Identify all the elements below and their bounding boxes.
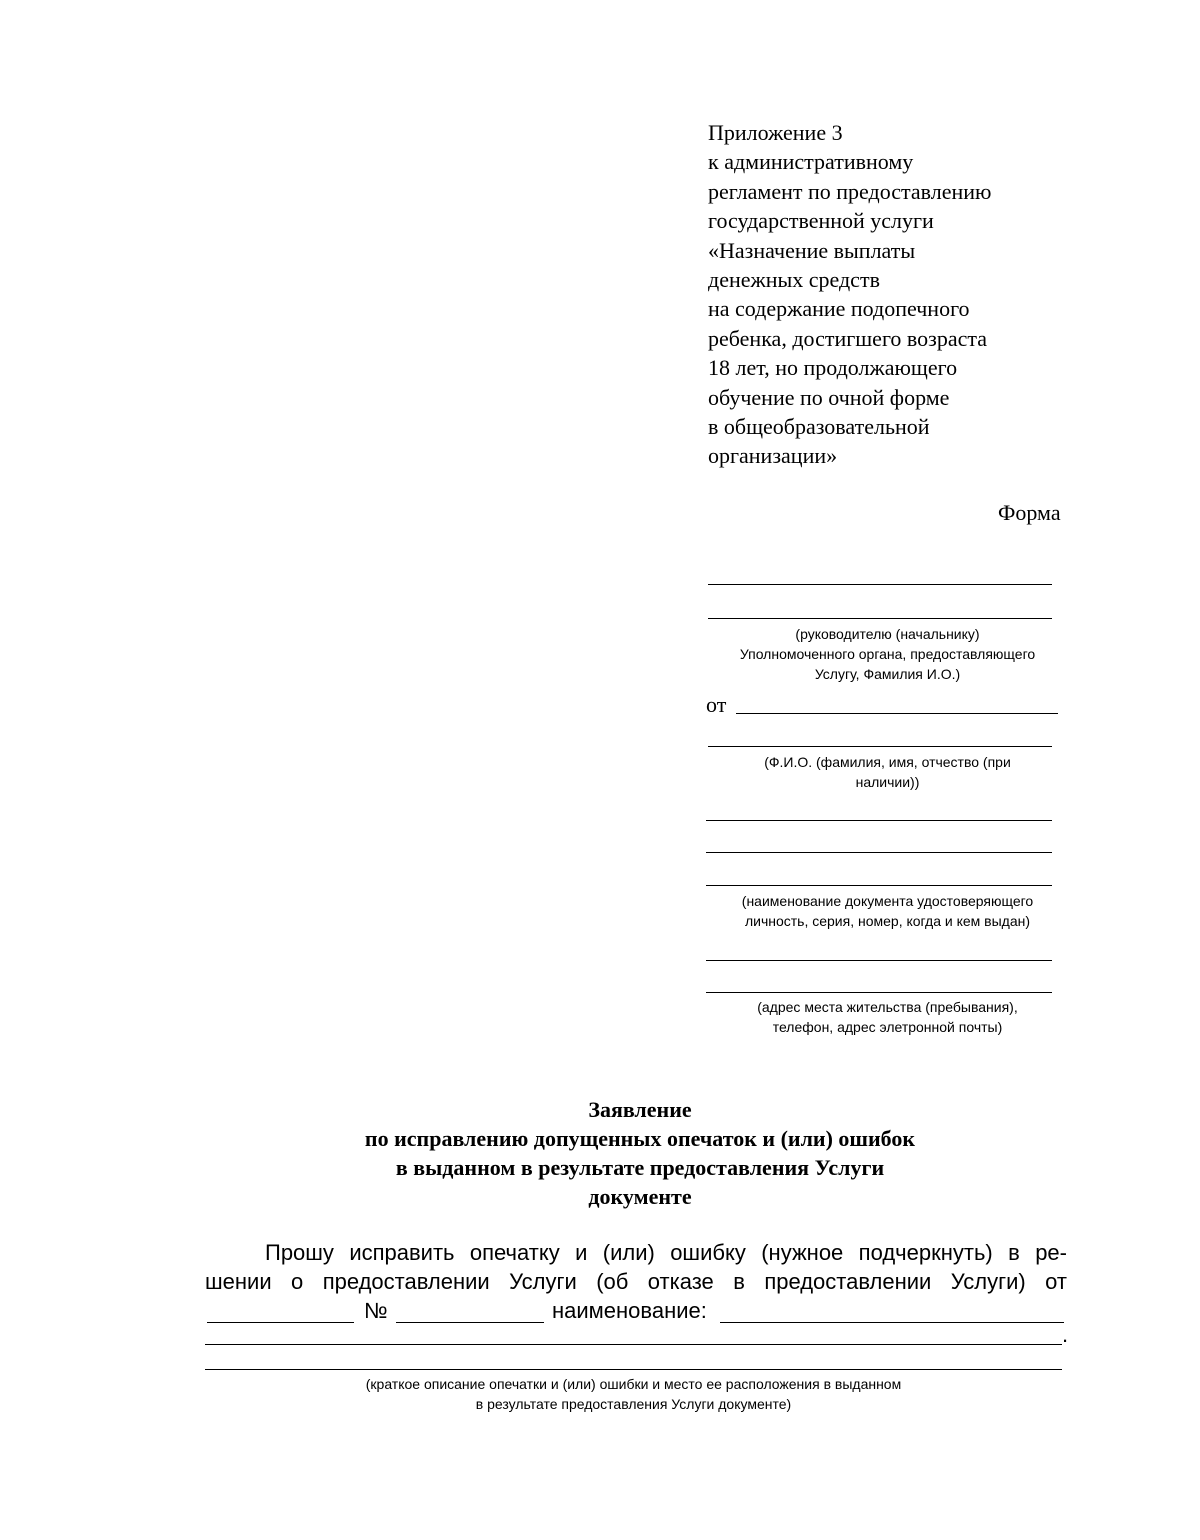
description-caption: [205, 1374, 1062, 1414]
caption-line: Услугу, Фамилия И.О.): [814, 666, 961, 682]
caption-line: телефон, адрес элетронной почты): [772, 1019, 1003, 1035]
caption-line: (краткое описание опечатки и (или) ошибки и место ее расположения в выданном: [365, 1376, 902, 1392]
id-document-field-line-1[interactable]: [706, 820, 1052, 821]
document-title: [200, 1095, 1080, 1211]
caption-line: личность, серия, номер, когда и кем выдан): [744, 913, 1031, 929]
sender-name-field-line-1[interactable]: [736, 713, 1058, 714]
appendix-line: денежных средств: [708, 267, 880, 293]
address-field-line-2[interactable]: [706, 992, 1052, 993]
id-document-field-line-2[interactable]: [706, 852, 1052, 853]
description-field-line-1[interactable]: [205, 1344, 1062, 1345]
appendix-line: обучение по очной форме: [708, 384, 950, 410]
caption-line: в результате предоставления Услуги документе): [475, 1396, 792, 1412]
sender-name-field-line-2[interactable]: [708, 746, 1052, 747]
number-sign: №: [364, 1298, 388, 1323]
title-line: по исправлению допущенных опечаток и (или) ошибок: [364, 1126, 916, 1151]
caption-line: (Ф.И.О. (фамилия, имя, отчество (при: [764, 754, 1011, 770]
appendix-line: Приложение 3: [708, 120, 843, 145]
appendix-line: 18 лет, но продолжающего: [708, 355, 958, 381]
body-line-2: шении о предоставлении Услуги (об отказе в предоставлении Услуги) от: [205, 1269, 1067, 1294]
date-field[interactable]: [207, 1322, 354, 1323]
caption-line: наличии)): [855, 774, 920, 790]
appendix-line: на содержание подопечного: [708, 296, 970, 322]
appendix-line: к административному: [708, 149, 914, 175]
address-field-line-1[interactable]: [706, 960, 1052, 961]
form-label: Форма: [998, 500, 1061, 525]
appendix-line: организации»: [708, 443, 838, 469]
description-field-line-2[interactable]: [205, 1369, 1062, 1370]
title-line: документе: [588, 1184, 692, 1209]
caption-line: (руководителю (начальнику): [795, 626, 980, 642]
sender-name-caption: [700, 752, 1075, 792]
id-document-caption: [700, 891, 1075, 931]
body-line-1: Прошу исправить опечатку и (или) ошибку (нужное подчеркнуть) в ре-: [265, 1240, 1067, 1265]
number-field[interactable]: [396, 1322, 544, 1323]
title-line: Заявление: [588, 1097, 692, 1122]
recipient-field-line-1[interactable]: [708, 584, 1052, 585]
appendix-line: ребенка, достигшего возраста: [708, 325, 988, 351]
name-label: наименование:: [552, 1298, 707, 1323]
appendix-line: регламент по предоставлению: [708, 178, 992, 204]
appendix-line: «Назначение выплаты: [708, 237, 916, 263]
period-mark: .: [1062, 1322, 1069, 1347]
from-label: от: [706, 692, 727, 717]
address-caption: [700, 997, 1075, 1037]
caption-line: Уполномоченного органа, предоставляющего: [739, 646, 1036, 662]
title-line: в выданном в результате предоставления Услуги: [395, 1155, 885, 1180]
appendix-header: [708, 118, 1108, 471]
caption-line: (адрес места жительства (пребывания),: [757, 999, 1018, 1015]
appendix-line: государственной услуги: [708, 208, 934, 234]
recipient-field-line-2[interactable]: [708, 618, 1052, 619]
id-document-field-line-3[interactable]: [706, 885, 1052, 886]
appendix-line: в общеобразовательной: [708, 414, 930, 440]
request-paragraph: [205, 1238, 1067, 1296]
caption-line: (наименование документа удостоверяющего: [741, 893, 1034, 909]
name-field[interactable]: [720, 1322, 1064, 1323]
recipient-caption: [700, 624, 1075, 684]
